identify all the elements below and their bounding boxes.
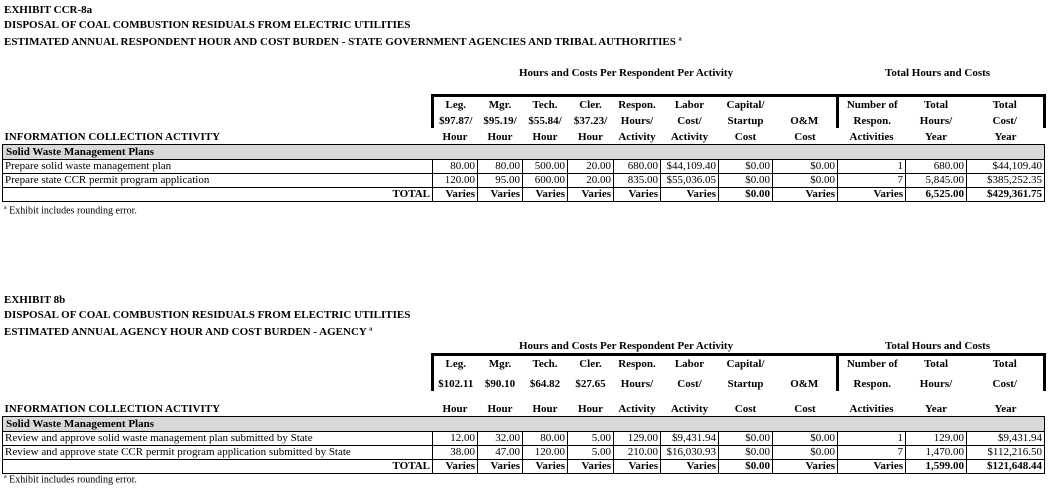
column-header: Hour	[532, 403, 558, 415]
value-cell: 7	[838, 446, 906, 460]
column-header: Cost/	[967, 371, 1045, 391]
column-header: Cler.	[568, 355, 614, 371]
total-cell: Varies	[523, 460, 568, 474]
activity-cell: Review and approve solid waste management plan submitted by State	[3, 432, 433, 446]
activity-header	[3, 355, 433, 371]
header-row	[3, 391, 1045, 417]
group-header-totals: Total Hours and Costs	[885, 340, 991, 352]
footnote-text: Exhibit includes rounding error.	[9, 205, 137, 217]
total-cell: $0.00	[719, 188, 773, 202]
value-cell: $44,109.40	[967, 160, 1045, 174]
footnote	[4, 474, 137, 485]
footnote-mark: a	[678, 36, 682, 43]
value-cell: 5,845.00	[906, 174, 967, 188]
exhibit-title-line	[4, 4, 92, 16]
exhibit-title-line	[4, 19, 410, 31]
title-text: ESTIMATED ANNUAL AGENCY HOUR AND COST BURDEN - AGENCY	[4, 326, 367, 338]
total-cell: Varies	[661, 188, 719, 202]
total-cell: Varies	[661, 460, 719, 474]
group-header-totals: Total Hours and Costs	[885, 67, 991, 79]
column-header: Cler.	[568, 96, 614, 112]
column-header: $27.65	[575, 377, 606, 390]
column-header: Number of	[838, 355, 906, 371]
total-cell: 6,525.00	[906, 188, 967, 202]
title-text: EXHIBIT 8b	[4, 294, 66, 306]
value-cell: $0.00	[773, 160, 838, 174]
section-row	[3, 417, 1045, 432]
title-text: DISPOSAL OF COAL COMBUSTION RESIDUALS FROM ELECTRIC UTILITIES	[4, 309, 411, 321]
column-header: Cost/	[677, 114, 702, 127]
value-cell: 129.00	[906, 432, 967, 446]
header-row	[3, 371, 1045, 391]
burden-table	[2, 94, 1046, 202]
column-header: Total	[906, 355, 967, 371]
value-cell: $0.00	[773, 446, 838, 460]
total-cell: Varies	[838, 188, 906, 202]
footnote-mark: a	[369, 326, 373, 333]
footnote-mark: a	[4, 474, 7, 480]
total-label: TOTAL	[3, 460, 433, 474]
column-header: Cost	[794, 131, 816, 143]
column-header: Number of	[838, 96, 906, 112]
column-header: Hours/	[919, 377, 953, 390]
value-cell: $9,431.94	[967, 432, 1045, 446]
column-header: Hours/	[620, 114, 654, 127]
activity-header	[3, 96, 433, 112]
header-row	[3, 112, 1045, 128]
column-header: Hour	[442, 131, 468, 143]
value-cell: 1,470.00	[906, 446, 967, 460]
value-cell: $55,036.05	[661, 174, 719, 188]
column-header	[773, 355, 838, 371]
column-header: Hour	[487, 403, 513, 415]
table-row	[3, 432, 1045, 446]
column-header: Respon.	[614, 355, 661, 371]
total-cell: $0.00	[719, 460, 773, 474]
activity-cell: Prepare solid waste management plan	[3, 160, 433, 174]
column-header: Cost	[734, 131, 757, 143]
value-cell: 47.00	[478, 446, 523, 460]
column-header: Capital/	[719, 96, 773, 112]
column-header: $37.23/	[573, 114, 608, 127]
value-cell: $0.00	[773, 432, 838, 446]
column-header: Activity	[670, 403, 709, 415]
column-header: Cost	[734, 403, 757, 415]
column-header: Hour	[442, 403, 468, 415]
total-cell: Varies	[773, 188, 838, 202]
title-text: EXHIBIT CCR-8a	[4, 4, 93, 16]
column-header: $95.19/	[483, 114, 517, 127]
activity-header: INFORMATION COLLECTION ACTIVITY	[4, 131, 221, 143]
section-label: Solid Waste Management Plans	[3, 145, 1045, 160]
value-cell: $0.00	[719, 160, 773, 174]
total-cell: $429,361.75	[967, 188, 1045, 202]
exhibit-title-line	[4, 36, 682, 48]
value-cell: 1	[838, 160, 906, 174]
total-cell: 1,599.00	[906, 460, 967, 474]
total-cell: Varies	[614, 188, 661, 202]
value-cell: 80.00	[433, 160, 478, 174]
column-header: Cost/	[967, 112, 1045, 128]
column-header: Respon.	[838, 112, 906, 128]
column-header: Total	[967, 355, 1045, 371]
group-header-per-activity: Hours and Costs Per Respondent Per Activity	[519, 67, 734, 79]
value-cell: 680.00	[614, 160, 661, 174]
total-cell: Varies	[614, 460, 661, 474]
table-row	[3, 446, 1045, 460]
value-cell: $0.00	[719, 174, 773, 188]
column-header: Mgr.	[478, 355, 523, 371]
total-cell: Varies	[433, 188, 478, 202]
total-cell: Varies	[523, 188, 568, 202]
value-cell: 120.00	[523, 446, 568, 460]
exhibit-title-line	[4, 294, 65, 306]
column-header: Year	[925, 403, 947, 415]
column-header	[773, 96, 838, 112]
column-header: Cost/	[677, 377, 702, 390]
table-row	[3, 174, 1045, 188]
value-cell: $0.00	[773, 174, 838, 188]
exhibit-title-line	[4, 326, 372, 338]
activity-cell: Review and approve state CCR permit program application submitted by State	[3, 446, 433, 460]
group-header-per-activity: Hours and Costs Per Respondent Per Activity	[519, 340, 734, 352]
column-header: Tech.	[523, 96, 568, 112]
column-header: Leg.	[433, 96, 478, 112]
value-cell: $16,030.93	[661, 446, 719, 460]
column-header: $55.84/	[528, 114, 562, 127]
activity-header	[3, 371, 433, 391]
column-header: Activities	[849, 131, 894, 143]
value-cell: 38.00	[433, 446, 478, 460]
column-header: $97.87/	[433, 112, 478, 128]
value-cell: 500.00	[523, 160, 568, 174]
value-cell: 129.00	[614, 432, 661, 446]
column-header: O&M	[790, 114, 819, 127]
value-cell: 20.00	[568, 174, 614, 188]
column-header: Hour	[487, 131, 513, 143]
total-cell: Varies	[568, 188, 614, 202]
value-cell: 80.00	[478, 160, 523, 174]
value-cell: 1	[838, 432, 906, 446]
value-cell: $44,109.40	[661, 160, 719, 174]
column-header: Leg.	[433, 355, 478, 371]
value-cell: 5.00	[568, 446, 614, 460]
column-header: Labor	[661, 355, 719, 371]
column-header: Hour	[532, 131, 558, 143]
header-row	[3, 355, 1045, 371]
total-cell: $121,648.44	[967, 460, 1045, 474]
activity-header: INFORMATION COLLECTION ACTIVITY	[4, 403, 221, 415]
total-row	[3, 188, 1045, 202]
value-cell: 20.00	[568, 160, 614, 174]
total-cell: Varies	[773, 460, 838, 474]
value-cell: 120.00	[433, 174, 478, 188]
value-cell: 32.00	[478, 432, 523, 446]
value-cell: 680.00	[906, 160, 967, 174]
total-row	[3, 460, 1045, 474]
total-cell: Varies	[478, 460, 523, 474]
column-header: Hours/	[620, 377, 654, 390]
column-header: Activity	[618, 403, 656, 415]
activity-header	[3, 112, 433, 128]
column-header: Hour	[577, 131, 604, 143]
title-text: ESTIMATED ANNUAL RESPONDENT HOUR AND COST BURDEN - STATE GOVERNMENT AGENCIES AND TRIBAL AUTHORITIES	[4, 36, 676, 48]
title-text: DISPOSAL OF COAL COMBUSTION RESIDUALS FROM ELECTRIC UTILITIES	[4, 19, 411, 31]
column-header: Cost	[794, 403, 816, 415]
value-cell: 5.00	[568, 432, 614, 446]
exhibit-title-line	[4, 309, 410, 321]
value-cell: 210.00	[614, 446, 661, 460]
total-cell: Varies	[838, 460, 906, 474]
value-cell: $0.00	[719, 446, 773, 460]
footnote-mark: a	[4, 205, 7, 211]
value-cell: 12.00	[433, 432, 478, 446]
header-row	[3, 96, 1045, 112]
column-header: O&M	[790, 377, 819, 390]
column-header: Activity	[618, 131, 656, 143]
column-header: Year	[925, 131, 947, 143]
value-cell: 7	[838, 174, 906, 188]
footnote-text: Exhibit includes rounding error.	[9, 474, 137, 486]
column-header: Capital/	[719, 355, 773, 371]
total-cell: Varies	[568, 460, 614, 474]
burden-table	[2, 353, 1046, 474]
column-header: Hours/	[919, 114, 953, 127]
column-header: $102.11	[433, 371, 478, 391]
column-header: Tech.	[523, 355, 568, 371]
section-label: Solid Waste Management Plans	[3, 417, 1045, 432]
column-header: Respon.	[838, 371, 906, 391]
column-header: Total	[906, 96, 967, 112]
column-header: Total	[967, 96, 1045, 112]
value-cell: $0.00	[719, 432, 773, 446]
activity-cell: Prepare state CCR permit program application	[3, 174, 433, 188]
column-header: Year	[994, 403, 1017, 415]
section-row	[3, 145, 1045, 160]
total-cell: Varies	[478, 188, 523, 202]
column-header: Labor	[661, 96, 719, 112]
column-header: Mgr.	[478, 96, 523, 112]
column-header: Activities	[849, 403, 894, 415]
column-header: Hour	[577, 403, 604, 415]
value-cell: $9,431.94	[661, 432, 719, 446]
value-cell: 80.00	[523, 432, 568, 446]
value-cell: $112,216.50	[967, 446, 1045, 460]
column-header: Respon.	[614, 96, 661, 112]
column-header: Startup	[727, 377, 764, 390]
header-row	[3, 128, 1045, 145]
column-header: $90.10	[484, 377, 516, 390]
table-row	[3, 160, 1045, 174]
column-header: Startup	[727, 114, 764, 127]
column-header: Activity	[670, 131, 709, 143]
total-label: TOTAL	[3, 188, 433, 202]
footnote	[4, 205, 137, 216]
value-cell: 835.00	[614, 174, 661, 188]
value-cell: $385,252.35	[967, 174, 1045, 188]
value-cell: 600.00	[523, 174, 568, 188]
column-header: Year	[994, 131, 1017, 143]
column-header: $64.82	[529, 377, 561, 390]
value-cell: 95.00	[478, 174, 523, 188]
total-cell: Varies	[433, 460, 478, 474]
